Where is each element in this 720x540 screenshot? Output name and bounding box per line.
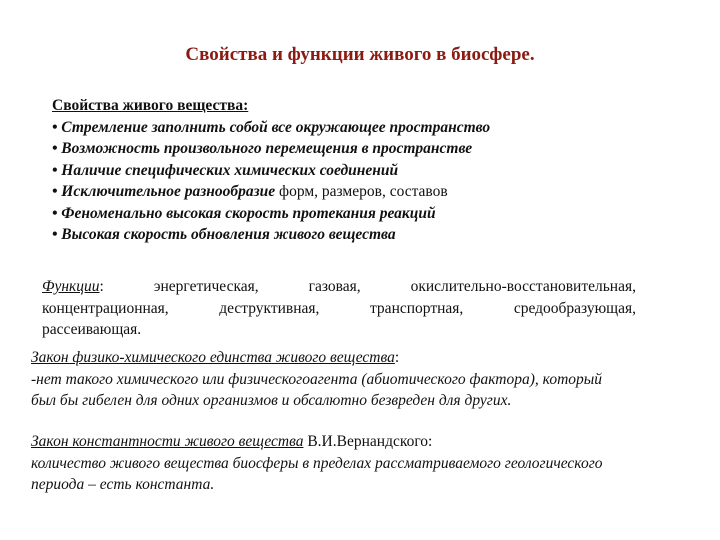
property-item: • Высокая скорость обновления живого вещества	[52, 226, 396, 243]
properties-section	[52, 95, 692, 246]
functions-label: Функции	[42, 278, 100, 295]
property-item: • Наличие специфических химических соединений	[52, 161, 399, 179]
functions-colon: :	[99, 278, 104, 295]
property-item: • Феноменально высокая скорость протекания реакций	[52, 204, 436, 222]
law-constancy-text-1: количество живого вещества биосферы в пределах рассматриваемого геологического	[31, 454, 603, 472]
law-constancy-text-2: периода – есть константа.	[31, 476, 215, 493]
property-item	[52, 181, 692, 203]
functions-section	[42, 276, 636, 341]
functions-line-1	[42, 276, 636, 298]
functions-text-1: энергетическая, газовая, окислительно-восстановительная,	[103, 278, 636, 295]
property-item: • Стремление заполнить собой все окружающее пространство	[52, 118, 491, 136]
slide-title: Свойства и функции живого в биосфере.	[185, 44, 535, 65]
property-item-text: • Исключительное разнообразие	[52, 183, 276, 200]
law-constancy-author: В.И.Вернандского:	[303, 433, 433, 450]
law-unity-heading	[31, 347, 701, 369]
law-unity-text-1: -нет такого химического или физическогоагента (абиотического фактора), который	[31, 370, 603, 388]
properties-heading: Свойства живого вещества:	[52, 97, 249, 114]
law-unity-text-2: был бы гибелен для одних организмов и обсалютно безвреден для других.	[31, 392, 512, 409]
law-constancy-heading	[31, 431, 701, 453]
functions-line-3: рассеивающая.	[42, 321, 142, 338]
functions-line-2: концентрационная, деструктивная, транспортная, средообразующая,	[42, 299, 636, 317]
property-item-tail: форм, размеров, составов	[275, 183, 448, 200]
law-unity-section	[31, 347, 701, 412]
property-item: • Возможность произвольного перемещения в пространстве	[52, 140, 473, 157]
law-unity-colon: :	[394, 349, 400, 366]
law-constancy-section	[31, 431, 701, 496]
law-constancy-name: Закон константности живого вещества	[31, 433, 304, 450]
law-unity-name: Закон физико-химического единства живого вещества	[31, 349, 395, 366]
